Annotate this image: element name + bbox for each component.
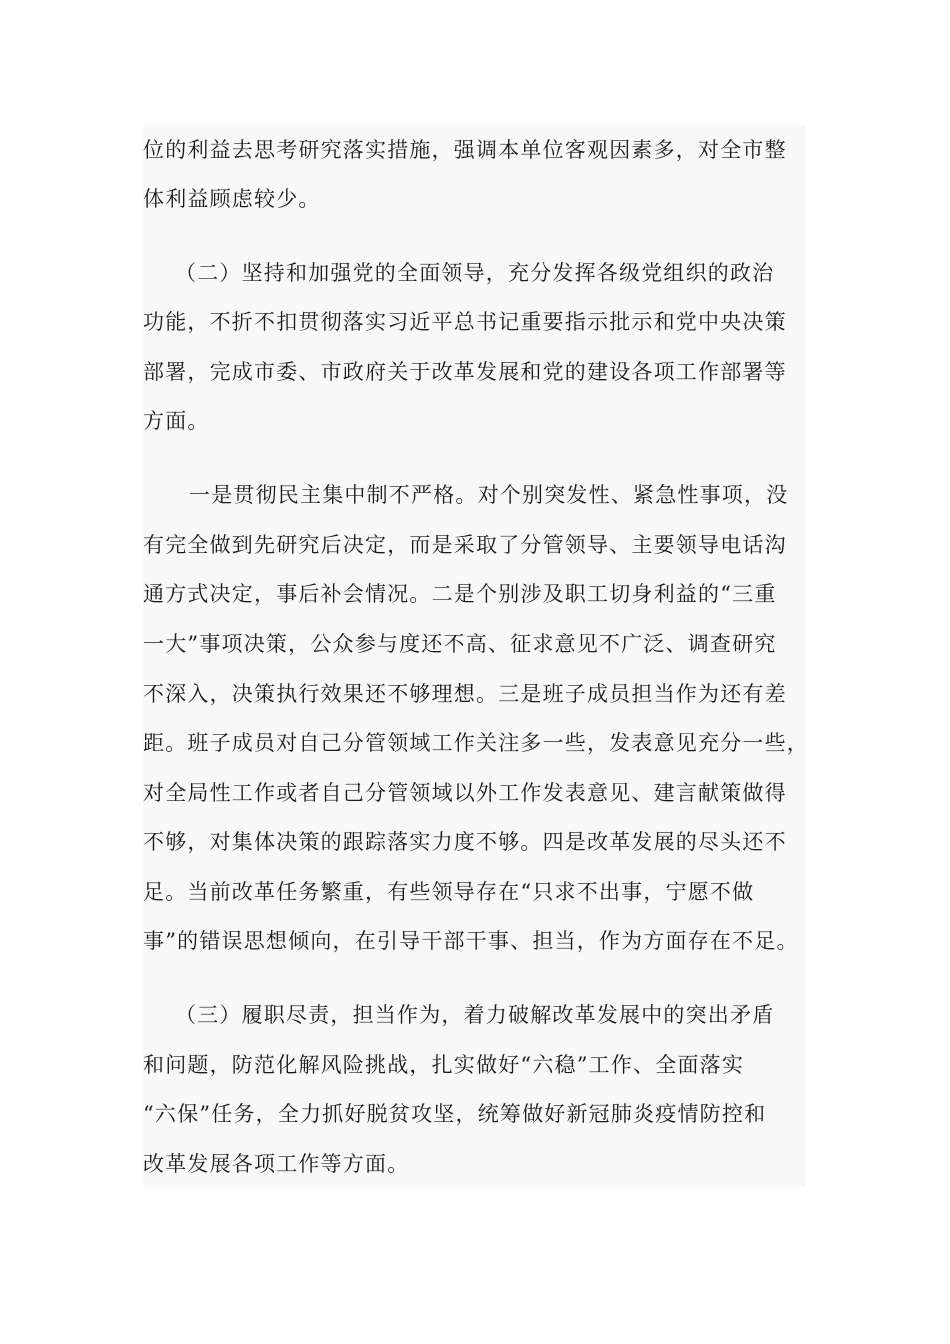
document-body (143, 125, 809, 1187)
text-line: 方面。 (143, 409, 210, 433)
text-line: 一大”事项决策，公众参与度还不高、征求意见不广泛、调查研究 (143, 632, 777, 656)
section-heading-line: （三）履职尽责，担当作为，着力破解改革发展中的突出矛盾 (175, 1003, 775, 1027)
text-line: 不够，对集体决策的跟踪落实力度不够。四是改革发展的尽头还不 (143, 830, 787, 854)
text-line: 功能，不折不扣贯彻落实习近平总书记重要指示批示和党中央决策 (143, 310, 787, 334)
text-line: 通方式决定，事后补会情况。二是个别涉及职工切身利益的“三重 (143, 582, 777, 606)
text-line: 位的利益去思考研究落实措施，强调本单位客观因素多，对全市整 (143, 138, 787, 162)
section-heading-line: （二）坚持和加强党的全面领导，充分发挥各级党组织的政治 (175, 261, 775, 285)
text-line: 有完全做到先研究后决定，而是采取了分管领导、主要领导电话沟 (143, 533, 787, 557)
text-line: 体利益顾虑较少。 (143, 187, 321, 211)
text-line: 和问题，防范化解风险挑战，扎实做好“六稳”工作、全面落实 (143, 1053, 745, 1077)
text-line: 部署，完成市委、市政府关于改革发展和党的建设各项工作部署等 (143, 360, 787, 384)
text-line: 对全局性工作或者自己分管领域以外工作发表意见、建言献策做得 (143, 781, 787, 805)
text-line: 不深入，决策执行效果还不够理想。三是班子成员担当作为还有差 (143, 682, 787, 706)
text-line: 一是贯彻民主集中制不严格。对个别突发性、紧急性事项，没 (189, 483, 789, 507)
text-line: 事”的错误思想倾向，在引导干部干事、担当，作为方面存在不足。 (143, 929, 799, 953)
text-line: 距。班子成员对自己分管领域工作关注多一些，发表意见充分一些， (143, 731, 809, 755)
text-line: 改革发展各项工作等方面。 (143, 1152, 410, 1176)
text-line: 足。当前改革任务繁重，有些领导存在“只求不出事，宁愿不做 (143, 880, 755, 904)
text-line: “六保”任务，全力抓好脱贫攻坚，统筹做好新冠肺炎疫情防控和 (143, 1102, 767, 1126)
